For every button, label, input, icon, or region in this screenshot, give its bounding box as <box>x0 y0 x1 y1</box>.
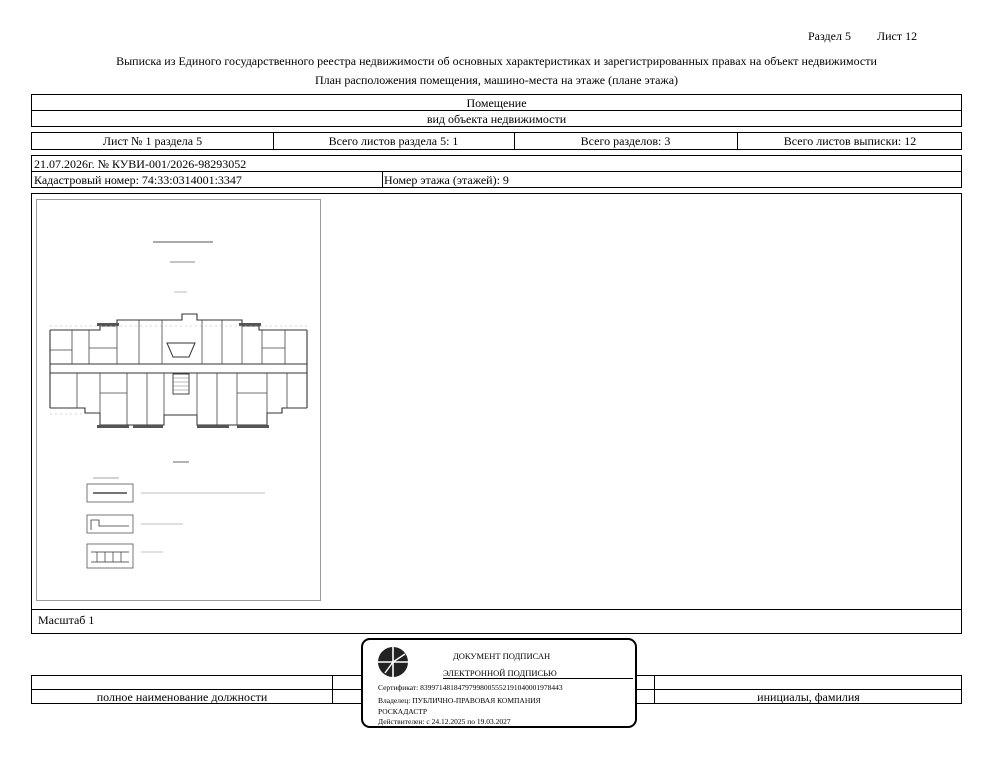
section-label: Раздел 5 <box>808 29 851 43</box>
floor-number: Номер этажа (этажей): 9 <box>384 173 509 187</box>
scale-label: Масштаб 1 <box>38 613 95 627</box>
object-box <box>31 94 962 127</box>
stamp-owner: Владелец: ПУБЛИЧНО-ПРАВОВАЯ КОМПАНИЯ <box>378 696 541 705</box>
sheet-label: Лист 12 <box>877 29 918 43</box>
stamp-certificate: Сертификат: 83997148184797998005552191040001978443 <box>378 683 563 692</box>
stamp-validity: Действителен: с 24.12.2025 по 19.03.2027 <box>378 717 511 726</box>
document-title: Выписка из Единого государственного реестра недвижимости об основных характеристиках и зарегистрированных правах на объект недвижимости <box>116 54 877 68</box>
floor-plan-sheet <box>36 199 321 601</box>
initials-label: инициалы, фамилия <box>757 690 860 704</box>
floor-plan-drawing <box>37 200 322 602</box>
stamp-line1: ДОКУМЕНТ ПОДПИСАН <box>453 651 551 661</box>
document-subtitle: План расположения помещения, машино-места на этаже (плане этажа) <box>314 73 679 87</box>
object-name: Помещение <box>466 96 527 110</box>
sheets-row <box>31 132 962 150</box>
date-number: 21.07.2026г. № КУВИ-001/2026-98293052 <box>34 157 247 171</box>
signature-stamp <box>361 638 637 728</box>
stamp-line2: ЭЛЕКТРОННОЙ ПОДПИСЬЮ <box>443 668 557 678</box>
roskadastr-logo <box>376 645 410 679</box>
sheet-number: Лист № 1 раздела 5 <box>102 134 203 148</box>
object-kind: вид объекта недвижимости <box>426 112 567 126</box>
cadastral-number: Кадастровый номер: 74:33:0314001:3347 <box>34 173 242 187</box>
total-extract-sheets: Всего листов выписки: 12 <box>783 134 917 148</box>
total-section-sheets: Всего листов раздела 5: 1 <box>328 134 459 148</box>
total-sections: Всего разделов: 3 <box>580 134 671 148</box>
position-label: полное наименование должности <box>96 690 268 704</box>
stamp-owner2: РОСКАДАСТР <box>378 707 428 716</box>
record-box <box>31 155 962 188</box>
